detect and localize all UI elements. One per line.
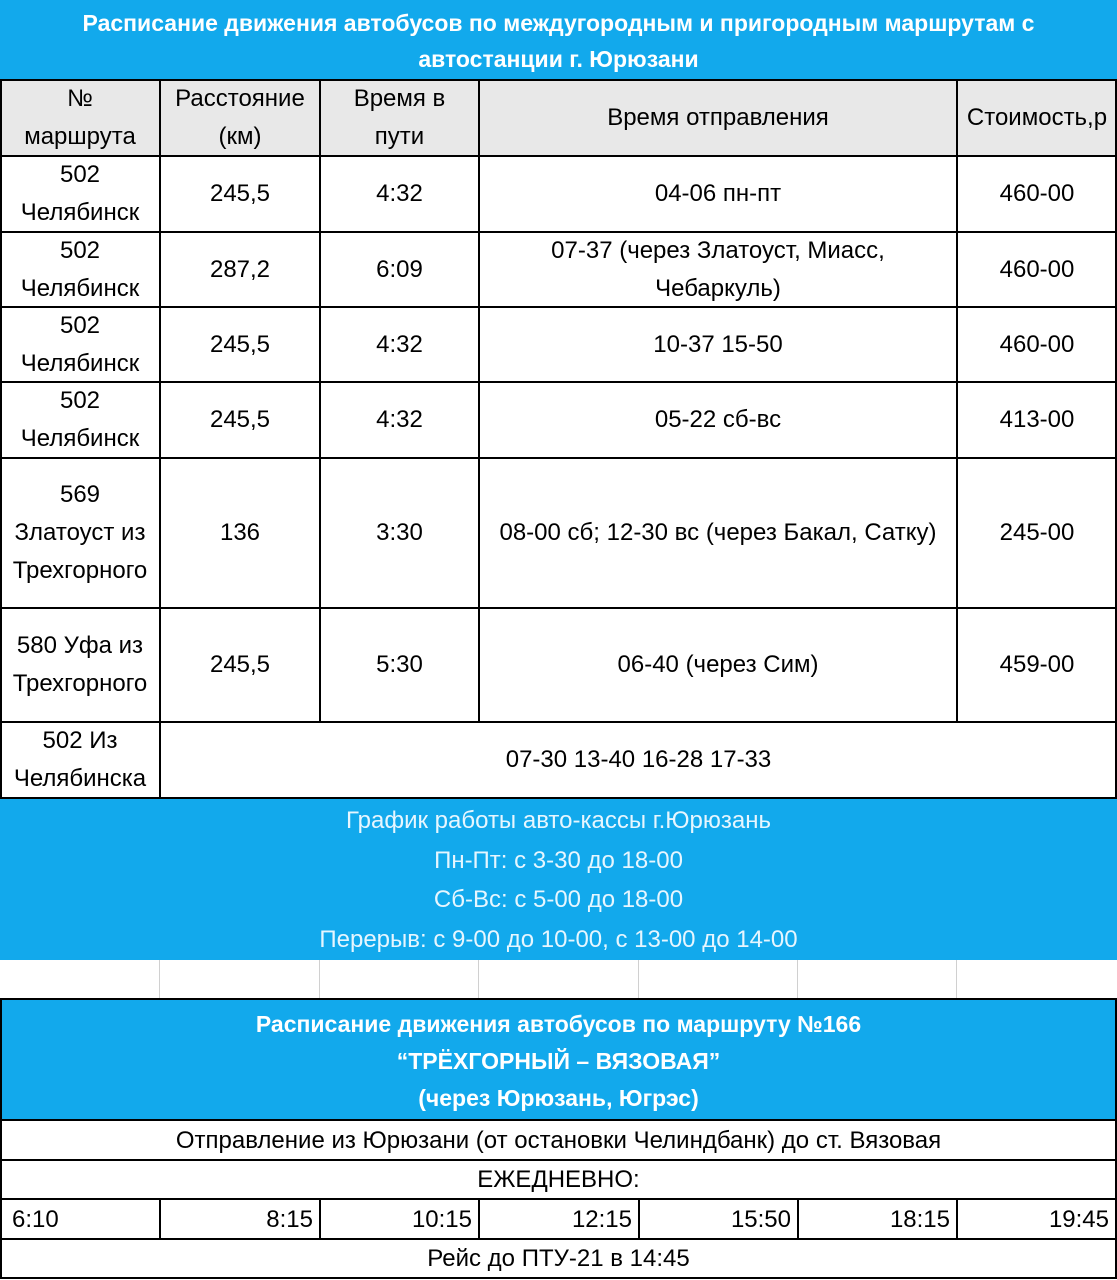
header-price: Стоимость,р: [966, 104, 1108, 131]
table-cell-distance: 287,2: [209, 255, 271, 283]
table-cell-duration: 6:09: [376, 255, 423, 283]
route166-title-line3: (через Юрюзань, Югрэс): [418, 1085, 699, 1111]
table-cell-distance: 245,5: [209, 180, 271, 207]
table-cell-departure: 06-40 (через Сим): [617, 651, 819, 678]
route166-title-line1: Расписание движения автобусов по маршруту №166: [255, 1011, 862, 1037]
table-cell-route: 502 Челябинск: [20, 161, 140, 226]
table-cell-distance: 136: [219, 519, 261, 546]
header-departure: Время отправления: [607, 104, 829, 131]
table-cell-route: 580 Уфа из Трехгорного: [12, 632, 148, 697]
main-title-line1: Расписание движения автобусов по междугородным и пригородным маршрутам с: [82, 10, 1035, 36]
header-duration: Время в пути: [353, 85, 446, 150]
main-title: [0, 0, 1117, 80]
table-cell-merged-times: 07-30 13-40 16-28 17-33: [505, 746, 772, 773]
table-cell-duration: 3:30: [376, 519, 423, 546]
table-cell-departure: 07-37 (через Златоуст, Миасс, Чебаркуль): [551, 236, 885, 302]
table-cell-route: 502 Челябинск: [20, 311, 140, 377]
cashier-schedule: [0, 799, 1117, 960]
table-cell-distance: 245,5: [209, 651, 271, 678]
route166-time: 6:10: [12, 1205, 59, 1233]
route166-title: [0, 998, 1117, 1120]
table-cell-duration: 4:32: [376, 406, 423, 433]
header-distance: Расстояние (км): [175, 85, 305, 150]
table-cell-departure: 10-37 15-50: [653, 330, 783, 358]
route166-time: 18:15: [889, 1205, 950, 1233]
table-cell-price: 460-00: [999, 330, 1075, 358]
table-cell-distance: 245,5: [209, 330, 271, 358]
route166-time: 8:15: [266, 1205, 313, 1233]
route166-time: 12:15: [571, 1205, 632, 1233]
cashier-weekdays: Пн-Пт: с 3-30 до 18-00: [434, 846, 683, 874]
route166-daily-label: ЕЖЕДНЕВНО:: [477, 1166, 640, 1193]
route166-departure-info: Отправление из Юрюзани (от остановки Челиндбанк) до ст. Вязовая: [175, 1126, 942, 1154]
table-cell-departure: 08-00 сб; 12-30 вс (через Бакал, Сатку): [499, 519, 937, 546]
route166-footer: Рейс до ПТУ-21 в 14:45: [427, 1245, 690, 1272]
route166-time: 15:50: [730, 1205, 791, 1233]
cashier-title: График работы авто-кассы г.Юрюзань: [346, 807, 771, 834]
header-route: № маршрута: [24, 85, 136, 150]
cashier-break: Перерыв: с 9-00 до 10-00, с 13-00 до 14-00: [319, 925, 798, 953]
table-cell-route: 502 Челябинск: [20, 236, 140, 302]
route166-time: 10:15: [411, 1205, 472, 1233]
table-cell-route: 502 Из Челябинска: [13, 727, 147, 792]
table-cell-duration: 4:32: [376, 180, 423, 207]
table-cell-duration: 5:30: [376, 651, 423, 678]
table-cell-price: 245-00: [999, 519, 1075, 546]
cashier-weekend: Сб-Вс: с 5-00 до 18-00: [433, 886, 684, 913]
route166-time: 19:45: [1048, 1205, 1109, 1233]
table-cell-price: 460-00: [999, 255, 1075, 283]
table-cell-price: 460-00: [999, 180, 1075, 207]
table-cell-departure: 05-22 сб-вс: [654, 406, 782, 433]
table-cell-price: 459-00: [999, 651, 1075, 678]
table-cell-departure: 04-06 пн-пт: [654, 180, 782, 207]
table-cell-price: 413-00: [999, 406, 1075, 433]
main-title-line2: автостанции г. Юрюзани: [418, 46, 699, 72]
table-cell-route: 502 Челябинск: [20, 387, 140, 452]
route166-title-line2: “ТРЁХГОРНЫЙ – ВЯЗОВАЯ”: [396, 1048, 721, 1074]
table-cell-duration: 4:32: [376, 330, 423, 358]
table-cell-route: 569 Златоуст из Трехгорного: [12, 481, 148, 584]
table-cell-distance: 245,5: [209, 406, 271, 433]
